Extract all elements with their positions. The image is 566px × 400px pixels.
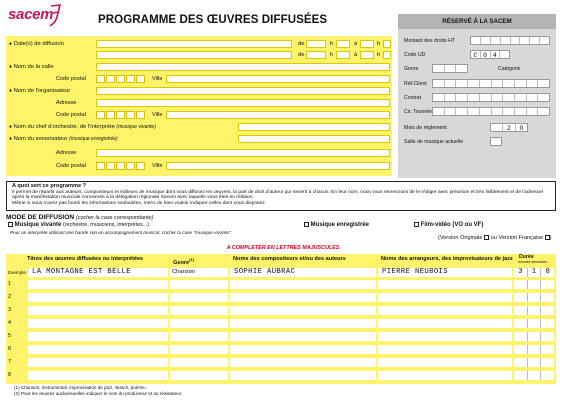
vo-label: (Version Originale xyxy=(438,235,483,241)
de-label: de xyxy=(298,52,305,58)
vo-checkbox[interactable] xyxy=(484,235,489,240)
code-ud-char: 0 xyxy=(481,51,491,58)
example-label: Exemple : xyxy=(8,270,29,275)
dates-label: Date(s) de diffusion xyxy=(13,41,64,47)
ref-client-label: Réf.Client xyxy=(404,81,427,87)
arrangeur-cell[interactable] xyxy=(378,319,512,328)
genre-cell[interactable] xyxy=(170,306,228,315)
arrangeur-cell[interactable] xyxy=(378,306,512,315)
sonorisateur-label: Nom du sonorisateur xyxy=(13,136,68,142)
vf-label: Version Française xyxy=(498,235,544,241)
mois-label: Mois de règlement xyxy=(404,125,447,131)
sacem-panel-header: RÉSERVÉ À LA SACEM xyxy=(398,14,556,29)
salle-cp-row xyxy=(6,74,392,84)
salle-row: ● Nom de la salle xyxy=(6,62,392,72)
salle-label: Nom de la salle xyxy=(13,64,54,70)
sonorisateur-adresse-row xyxy=(6,148,392,158)
chef-field[interactable] xyxy=(238,123,390,131)
dates-field[interactable] xyxy=(96,40,292,48)
table-row xyxy=(6,344,556,355)
info-paragraph-1: Il permet de répartir aux auteurs, compositeurs et éditeurs de musique dont vous diffusez les œuvres, la part de droit d'auteur qui revient à chacun. En leur nom, nous vous remercions de le rédiger avec précision et très lisiblement et de l'adresser après la manifestation musicale concernée à la délégation régionale Sacem avec laquelle vous êtes en relation. xyxy=(12,189,544,201)
genre-cell[interactable] xyxy=(170,319,228,328)
titre-cell[interactable] xyxy=(28,293,168,302)
vivante-checkbox[interactable] xyxy=(8,222,13,227)
enregistree-option[interactable] xyxy=(304,222,369,228)
date-from-field-2[interactable] xyxy=(306,51,326,59)
compositeur-cell[interactable] xyxy=(230,345,376,354)
arrangeur-cell[interactable] xyxy=(378,280,512,289)
duree-digit: 8 xyxy=(545,268,550,276)
duree-digit: 1 xyxy=(528,268,542,277)
cir-tournee-field[interactable] xyxy=(432,107,550,116)
duree-digit: 3 xyxy=(514,268,528,277)
compositeur-cell[interactable] xyxy=(230,371,376,380)
montant-label: Montant des droits HT xyxy=(404,38,456,44)
hour-from-field[interactable] xyxy=(336,40,350,48)
mode-diffusion-section xyxy=(6,214,556,244)
compositeur-cell[interactable] xyxy=(230,293,376,302)
montant-field[interactable] xyxy=(470,36,550,45)
duree-cell[interactable] xyxy=(514,293,554,302)
organisateur-field[interactable] xyxy=(96,87,390,95)
duree-cell[interactable] xyxy=(514,371,554,380)
logo-text: sacem xyxy=(8,6,54,23)
compositeur-cell[interactable] xyxy=(230,319,376,328)
arrangeur-cell[interactable] xyxy=(378,332,512,341)
col-duree-header: Durée xyxy=(519,254,534,260)
titre-cell[interactable] xyxy=(28,371,168,380)
code-ud-char: 4 xyxy=(491,51,501,58)
footnote-1: (1) Chanson, instrumental, improvisation de jazz, sketch, poème... xyxy=(14,385,149,390)
sacem-reserved-panel xyxy=(398,14,556,178)
ref-client-field[interactable] xyxy=(432,79,550,88)
code-postal-label: Code postal xyxy=(56,112,86,118)
contrat-label: Contrat xyxy=(404,95,422,101)
contrat-field[interactable] xyxy=(432,93,550,102)
arrangeur-cell[interactable] xyxy=(378,358,512,367)
organisateur-cp-row xyxy=(6,110,392,120)
example-arrangeur: PIERRE NEUBOIS xyxy=(378,268,512,277)
duree-cell[interactable] xyxy=(514,358,554,367)
ville-label: Ville xyxy=(152,163,163,169)
dates-row-2 xyxy=(6,50,392,60)
row-number: 6 xyxy=(8,346,12,352)
dates-field-2[interactable] xyxy=(96,51,292,59)
logo-note-icon xyxy=(48,4,62,28)
table-row xyxy=(6,292,556,303)
vivante-note: (orchestre, musiciens, interprètes...) xyxy=(63,222,150,229)
code-ud-field[interactable] xyxy=(470,50,510,59)
cir-tournee-label: Cir. Tournée xyxy=(404,109,432,115)
row-number: 3 xyxy=(8,307,12,313)
example-titre: LA MONTAGNE EST BELLE xyxy=(28,268,168,277)
h-label: h xyxy=(330,41,334,47)
compositeur-cell[interactable] xyxy=(230,280,376,289)
example-duree xyxy=(514,268,554,277)
compositeur-cell[interactable] xyxy=(230,306,376,315)
hour-to-field-2[interactable] xyxy=(383,51,391,59)
arrangeur-cell[interactable] xyxy=(378,345,512,354)
footnote-2: (2) Pour les œuvres audiovisuelles indiquer le nom du producteur et du réalisateur. xyxy=(14,391,183,396)
sonorisateur-cp-row xyxy=(6,161,392,171)
organisateur-adresse-row xyxy=(6,98,392,108)
vivante-label: Musique vivante xyxy=(14,222,62,229)
ville-field[interactable] xyxy=(166,75,390,83)
col-titres-header: Titres des œuvres diffusées ou interprétées xyxy=(27,256,144,262)
vivante-option[interactable] xyxy=(8,222,149,228)
row-number: 1 xyxy=(8,281,12,287)
works-table: Titres des œuvres diffusées ou interprétées Genre$^{(1)}$ Noms des compositeurs et/ou des auteurs Noms des arrangeurs, des improvisateurs de jazz Durée minutes secondes Exemple : LA MONTAGNE EST BELLE Chanson SOPHIE AUBRAC PIERRE NEUBOIS 3 1 8 1 2 3 4 5 6 7 8 xyxy=(6,254,556,384)
info-box xyxy=(6,181,556,211)
mois-field[interactable] xyxy=(490,123,528,132)
genre-cell[interactable] xyxy=(170,332,228,341)
titre-cell[interactable] xyxy=(28,332,168,341)
ville-field[interactable] xyxy=(166,162,390,170)
row-number: 5 xyxy=(8,333,12,339)
salle-actuelle-checkbox[interactable] xyxy=(490,137,502,146)
complete-caps-notice: A COMPLETER EN LETTRES MAJUSCULES xyxy=(226,245,340,251)
ville-label: Ville xyxy=(152,112,163,118)
a-label: à xyxy=(354,41,358,47)
code-ud-char: C xyxy=(471,51,481,58)
duree-cell[interactable] xyxy=(514,319,554,328)
date-to-field[interactable] xyxy=(360,40,374,48)
table-row xyxy=(6,370,556,381)
chef-note: (musique vivante) xyxy=(116,124,156,130)
genre-label: Genre xyxy=(404,66,419,72)
hour-to-field[interactable] xyxy=(383,40,391,48)
vf-checkbox[interactable] xyxy=(545,235,550,240)
code-postal-boxes[interactable] xyxy=(96,162,146,170)
genre-field[interactable] xyxy=(432,64,468,73)
dates-row: ● Date(s) de diffusion de h à h xyxy=(6,39,392,49)
sonorisateur-field[interactable] xyxy=(238,135,390,143)
titre-cell[interactable] xyxy=(28,319,168,328)
salle-actuelle-label: Salle de musique actuelle xyxy=(404,139,464,145)
film-label: Film-vidéo (VO ou VF) xyxy=(420,222,484,229)
h-label: h xyxy=(377,52,381,58)
arrangeur-cell[interactable] xyxy=(378,371,512,380)
enregistree-label: Musique enregistrée xyxy=(310,222,370,229)
adresse-field[interactable] xyxy=(96,149,390,157)
code-ud-label: Code UD xyxy=(404,52,426,58)
mois-char: 2 xyxy=(503,124,515,131)
sonorisateur-row: ● Nom du sonorisateur (musique enregistrée) xyxy=(6,134,392,144)
example-compositeur: SOPHIE AUBRAC xyxy=(230,268,376,277)
table-row xyxy=(6,305,556,316)
categorie-label: Catégorie xyxy=(498,66,521,72)
compositeur-cell[interactable] xyxy=(230,332,376,341)
code-postal-label: Code postal xyxy=(56,76,86,82)
table-row xyxy=(6,318,556,329)
code-postal-boxes[interactable] xyxy=(96,111,146,119)
col-secondes-header: secondes xyxy=(531,260,547,264)
date-to-field-2[interactable] xyxy=(360,51,374,59)
titre-cell[interactable] xyxy=(28,358,168,367)
sacem-logo xyxy=(8,4,60,28)
example-genre: Chanson xyxy=(170,268,228,277)
compositeur-cell[interactable] xyxy=(230,358,376,367)
duree-cell[interactable] xyxy=(514,345,554,354)
ville-field[interactable] xyxy=(166,111,390,119)
genre-cell[interactable] xyxy=(170,293,228,302)
vivante-subnote: Pour un interprète utilisant une bande son en accompagnement musical, cocher la case "musique vivante". xyxy=(10,230,232,235)
adresse-field[interactable] xyxy=(96,99,390,107)
row-number: 4 xyxy=(8,320,12,326)
example-row xyxy=(6,267,556,278)
mode-title-note: (cocher la case correspondante) xyxy=(75,215,154,221)
code-postal-boxes[interactable] xyxy=(96,75,146,83)
info-heading: A quoi sert ce programme ? xyxy=(12,183,87,189)
col-compositeurs-header: Noms des compositeurs et/ou des auteurs xyxy=(233,256,346,262)
titre-cell[interactable] xyxy=(28,345,168,354)
chef-row: ● Nom du chef d'orchestre, de l'interprète (musique vivante) xyxy=(6,122,392,132)
page-title: PROGRAMME DES ŒUVRES DIFFUSÉES xyxy=(98,14,328,26)
ville-label: Ville xyxy=(152,76,163,82)
col-minutes-header: minutes xyxy=(518,260,531,264)
duree-cell[interactable] xyxy=(514,280,554,289)
sonorisateur-note: (musique enregistrée) xyxy=(69,136,118,142)
code-postal-label: Code postal xyxy=(56,163,86,169)
info-paragraph-2: Même si vous n'avez pas fourni les informations souhaitées, merci de bien vouloir indiquer celles dont vous disposez. xyxy=(12,200,267,206)
row-number: 7 xyxy=(8,359,12,365)
col-arrangeurs-header: Noms des arrangeurs, des improvisateurs de jazz xyxy=(381,256,513,262)
arrangeur-cell[interactable] xyxy=(378,293,512,302)
h-label: h xyxy=(377,41,381,47)
hour-from-field-2[interactable] xyxy=(336,51,350,59)
date-from-field[interactable] xyxy=(306,40,326,48)
de-label: de xyxy=(298,41,305,47)
h-label: h xyxy=(330,52,334,58)
version-options: (Version Originale ou Version Française ) xyxy=(438,235,552,241)
ou-label: ou xyxy=(490,235,497,241)
row-number: 8 xyxy=(8,372,12,378)
a-label: à xyxy=(354,52,358,58)
duree-cell[interactable] xyxy=(514,306,554,315)
titre-cell[interactable] xyxy=(28,280,168,289)
titre-cell[interactable] xyxy=(28,306,168,315)
organisateur-row: ● Nom de l'organisateur xyxy=(6,86,392,96)
col-genre-header: Genre xyxy=(173,259,190,266)
table-row xyxy=(6,331,556,342)
salle-field[interactable] xyxy=(96,63,390,71)
row-number: 2 xyxy=(8,294,12,300)
table-row xyxy=(6,357,556,368)
mois-char: 0 xyxy=(519,125,524,132)
genre-cell[interactable] xyxy=(170,280,228,289)
organisateur-label: Nom de l'organisateur xyxy=(13,88,71,94)
film-checkbox[interactable] xyxy=(414,222,419,227)
duree-cell[interactable] xyxy=(514,332,554,341)
mode-title: MODE DE DIFFUSION xyxy=(6,214,75,221)
film-option[interactable] xyxy=(414,222,483,228)
enregistree-checkbox[interactable] xyxy=(304,222,309,227)
table-row xyxy=(6,279,556,290)
genre-cell[interactable] xyxy=(170,345,228,354)
adresse-label: Adresse xyxy=(56,100,77,106)
adresse-label: Adresse xyxy=(56,150,77,156)
genre-cell[interactable] xyxy=(170,358,228,367)
chef-label: Nom du chef d'orchestre, de l'interprète xyxy=(13,124,115,130)
event-info-form xyxy=(6,36,392,176)
genre-cell[interactable] xyxy=(170,371,228,380)
